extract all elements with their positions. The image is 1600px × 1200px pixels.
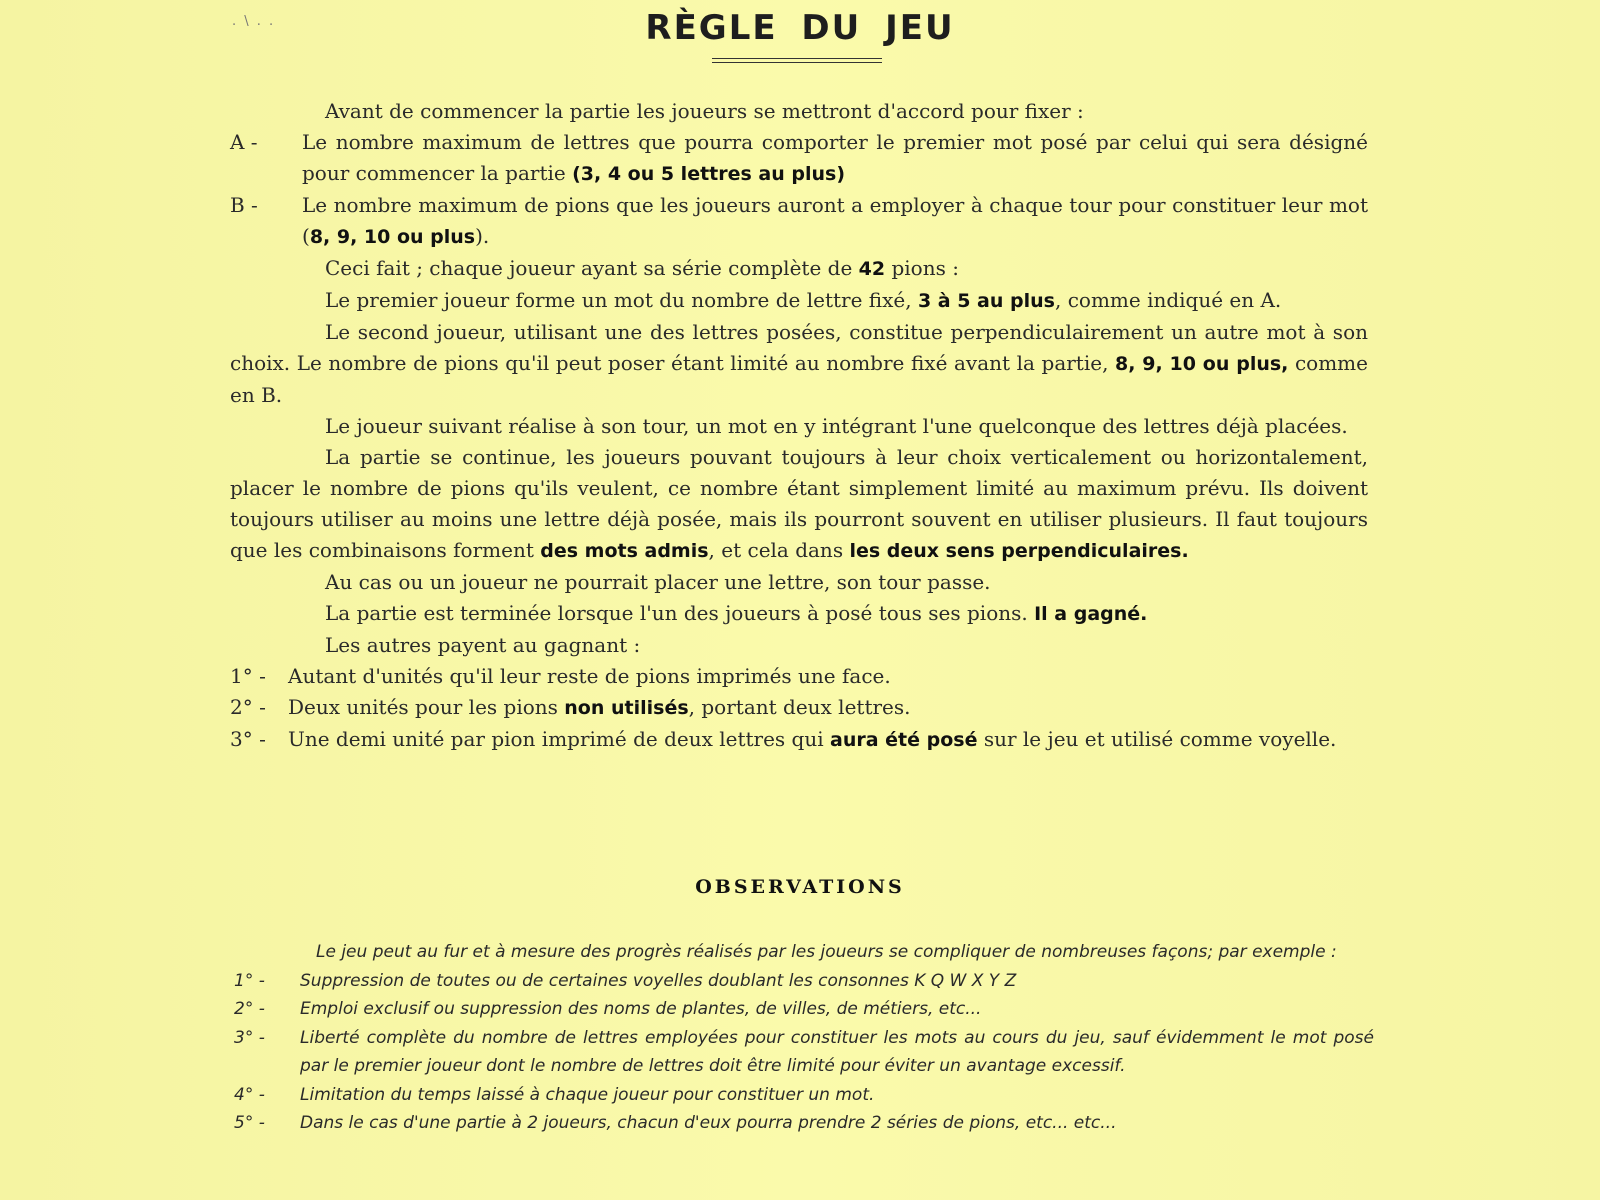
paragraph-terminee-text: La partie est terminée lorsque l'un des joueurs à posé tous ses pions. — [325, 601, 1035, 625]
payment-item-3-marker: 3° - — [230, 727, 266, 751]
payment-item-3-bold: aura été posé — [830, 729, 978, 751]
payment-item-1 — [230, 661, 1368, 692]
paragraph-au-cas: Au cas ou un joueur ne pourrait placer une lettre, son tour passe. — [325, 570, 991, 594]
observation-item-3 — [234, 1024, 1374, 1081]
observations-intro: Le jeu peut au fur et à mesure des progrès réalisés par les joueurs se compliquer de nombreuses façons; par exemple : — [316, 942, 1337, 962]
paragraph-terminee-bold: Il a gagné. — [1034, 603, 1148, 625]
observation-item-4 — [234, 1081, 1374, 1110]
paragraph-premier-bold: 3 à 5 au plus — [917, 290, 1055, 312]
payment-item-2-bold: non utilisés — [564, 697, 689, 719]
rule-item-b-bold: 8, 9, 10 ou plus — [309, 226, 476, 248]
rule-item-b-after: ). — [475, 224, 490, 248]
title-double-rule — [712, 58, 882, 63]
observation-item-5-text: Dans le cas d'une partie à 2 joueurs, chacun d'eux pourra prendre 2 séries de pions, etc... etc... — [300, 1113, 1117, 1133]
paragraph-second-text: Le second joueur, utilisant une des lettres posées, constitue perpendiculairement un autre mot à son choix. Le nombre de pions qu'il peut poser étant limité au nombre fixé avant la partie, — [230, 320, 1368, 375]
payment-item-3 — [230, 724, 1368, 756]
observation-item-2-text: Emploi exclusif ou suppression des noms de plantes, de villes, de métiers, etc... — [300, 999, 982, 1019]
paragraph-partie-text: La partie se continue, les joueurs pouvant toujours à leur choix verticalement ou horizontalement, placer le nombre de pions qu'ils veulent, ce nombre étant simplement limité au maximum prévu. Ils doivent toujours utiliser au moins une lettre déjà posée, mais ils pourront souvent en utiliser plusieurs. Il faut toujours que les combinaisons forment — [230, 445, 1368, 562]
observation-item-1 — [234, 967, 1374, 996]
observation-item-4-marker: 4° - — [234, 1084, 265, 1105]
observation-item-5-marker: 5° - — [234, 1113, 265, 1133]
payment-item-1-marker: 1° - — [230, 664, 266, 688]
payment-item-3-text: Une demi unité par pion imprimé de deux lettres qui — [288, 727, 830, 751]
payment-item-2-text: Deux unités pour les pions — [288, 695, 565, 719]
rule-item-b-body — [302, 190, 1368, 253]
paragraph-ceci-text: Ceci fait ; chaque joueur ayant sa série complète de — [325, 256, 859, 280]
payment-item-2-body — [288, 692, 1368, 724]
paragraph-partie-bold-sens: les deux sens perpendiculaires. — [849, 540, 1189, 562]
page-title: RÈGLE DU JEU — [645, 8, 955, 48]
paragraph-second-bold: 8, 9, 10 ou plus, — [1115, 353, 1289, 375]
payment-item-1-text: Autant d'unités qu'il leur reste de pions imprimés une face. — [288, 664, 891, 688]
rules-intro: Avant de commencer la partie les joueurs se mettront d'accord pour fixer : — [325, 99, 1084, 123]
paragraph-ceci-fait — [230, 253, 1368, 285]
observation-item-1-text: Suppression de toutes ou de certaines voyelles doublant les consonnes K Q W X Y Z — [300, 970, 1017, 991]
rule-item-a-text: Le nombre maximum de lettres que pourra comporter le premier mot posé par celui qui sera désigné pour commencer la partie — [302, 130, 1368, 185]
payment-item-3-after: sur le jeu et utilisé comme voyelle. — [977, 727, 1337, 751]
paragraph-premier-text: Le premier joueur forme un mot du nombre de lettre fixé, — [325, 288, 918, 312]
rules-section — [230, 96, 1368, 756]
observation-item-3-marker: 3° - — [234, 1027, 265, 1048]
paragraph-partie-mid: , et cela dans — [708, 538, 850, 562]
rule-item-b — [230, 190, 1368, 253]
paragraph-ceci-bold: 42 — [858, 258, 886, 280]
observation-item-4-text: Limitation du temps laissé à chaque joueur pour constituer un mot. — [300, 1084, 875, 1105]
rule-item-a — [230, 127, 1368, 190]
payment-item-2 — [230, 692, 1368, 724]
rule-item-a-body — [302, 127, 1368, 190]
payment-item-2-marker: 2° - — [230, 695, 266, 719]
payment-item-3-body — [288, 724, 1368, 756]
observations-section — [234, 938, 1374, 1138]
paragraph-partie-terminee — [230, 598, 1368, 630]
observations-title: OBSERVATIONS — [695, 876, 905, 898]
paragraph-autres-payent: Les autres payent au gagnant : — [325, 633, 641, 657]
rule-item-a-bold: (3, 4 ou 5 lettres au plus) — [572, 163, 846, 185]
paragraph-premier-after: , comme indiqué en A. — [1054, 288, 1282, 312]
observation-item-1-marker: 1° - — [234, 970, 265, 991]
payment-item-2-after: , portant deux lettres. — [688, 695, 911, 719]
paragraph-premier-joueur — [230, 285, 1368, 317]
rule-item-b-marker: B - — [230, 193, 258, 217]
rule-item-b-text: Le nombre maximum de pions que les joueurs auront a employer à chaque tour pour constituer leur mot ( — [302, 193, 1368, 248]
paragraph-second-after: comme en B. — [230, 351, 1368, 407]
stray-marks: . \ . . — [232, 14, 276, 29]
paragraph-joueur-suivant: Le joueur suivant réalise à son tour, un mot en y intégrant l'une quelconque des lettres déjà placées. — [325, 414, 1348, 438]
observation-item-2 — [234, 995, 1374, 1024]
observation-item-5 — [234, 1109, 1374, 1138]
paragraph-second-joueur — [230, 317, 1368, 411]
paragraph-partie-bold-mots: des mots admis — [540, 540, 709, 562]
rule-item-a-marker: A - — [230, 130, 258, 154]
observation-item-3-text: Liberté complète du nombre de lettres employées pour constituer les mots au cours du jeu, sauf évidemment le mot posé par le premier joueur dont le nombre de lettres doit être limité pour éviter un avantage excessif. — [300, 1027, 1374, 1076]
paragraph-ceci-after: pions : — [885, 256, 959, 280]
paragraph-partie-continue — [230, 442, 1368, 567]
observation-item-2-marker: 2° - — [234, 999, 265, 1019]
